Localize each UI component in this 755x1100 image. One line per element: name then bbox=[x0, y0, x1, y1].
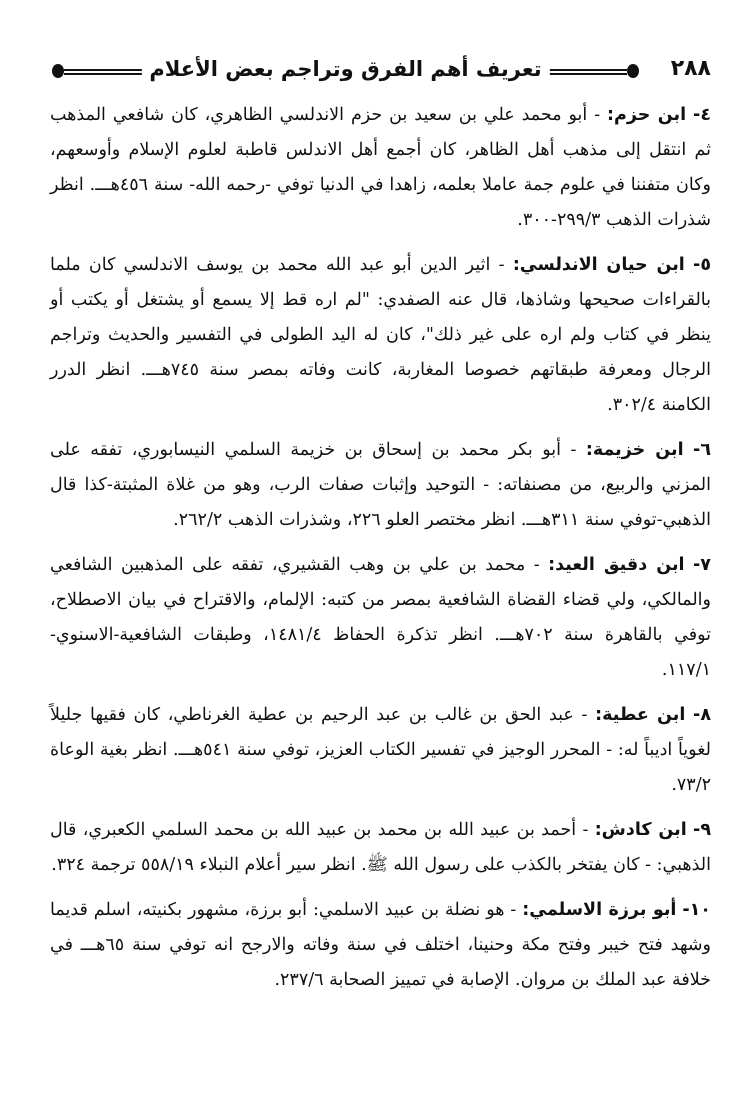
entry-number: ٩- bbox=[693, 820, 711, 840]
entry-number: ٨- bbox=[693, 705, 711, 725]
biography-entry bbox=[50, 698, 711, 803]
biography-entry bbox=[50, 893, 711, 998]
entry-name: ابن دقيق العيد: bbox=[548, 555, 685, 575]
entry-text: - أبو محمد علي بن سعيد بن حزم الاندلسي الظاهري، كان شافعي المذهب ثم انتقل إلى مذهب أهل الظاهر، كان أجمع أهل الاندلس قاطبة لعلوم الإسلام وأوسعهم، وكان متفننا في علوم جمة عاملا بعلمه، زاهدا في الدنيا توفي -رحمه الله- سنة ٤٥٦هـــ. انظر شذرات الذهب ٢٩٩/٣-٣٠٠. bbox=[50, 105, 712, 230]
entry-number: ٦- bbox=[693, 440, 711, 460]
entry-text: - محمد بن علي بن وهب القشيري، تفقه على المذهبين الشافعي والمالكي، ولي قضاء القضاة الشافعية بمصر من كتبه: الإلمام، والاقتراح في بيان الاصطلاح، توفي بالقاهرة سنة ٧٠٢هـــ. انظر تذكرة الحفاظ ١٤٨١/٤، وطبقات الشافعية-الاسنوي- ١١٧/١. bbox=[50, 555, 711, 680]
entry-text: - أحمد بن عبيد الله بن محمد بن عبيد الله بن محمد السلمي الكعبري، قال الذهبي: - كان يفتخر بالكذب على رسول الله ﷺ. انظر سير أعلام النبلاء ٥٥٨/١٩ ترجمة ٣٢٤. bbox=[50, 820, 711, 875]
entry-name: ابن خزيمة: bbox=[585, 440, 684, 460]
biography-entry bbox=[50, 433, 711, 538]
entry-number: ٥- bbox=[693, 255, 711, 275]
running-title: تعريف أهم الفرق وتراجم بعض الأعلام bbox=[141, 57, 549, 81]
ornament-cap-right bbox=[627, 64, 639, 78]
entry-name: ابن عطية: bbox=[595, 705, 686, 725]
entry-text: - عبد الحق بن غالب بن عبد الرحيم بن عطية الغرناطي، كان فقيها جليلاً لغوياً اديباً له: - المحرر الوجيز في تفسير الكتاب العزيز، توفي سنة ٥٤١هـــ. انظر بغية الوعاة ٧٣/٢. bbox=[50, 705, 711, 795]
page-header bbox=[50, 52, 711, 92]
entry-name: ابن حزم: bbox=[607, 105, 687, 125]
entry-number: ١٠- bbox=[682, 900, 711, 920]
biography-entry bbox=[50, 248, 711, 423]
entry-text: - اثير الدين أبو عبد الله محمد بن يوسف الاندلسي كان ملما بالقراءات صحيحها وشاذها، قال عنه الصفدي: "لم اره قط إلا يسمع أو يشتغل أو يكتب أو ينظر في كتاب ولم اره على غير ذلك"، كان له اليد الطولى في التفسير والحديث وتراجم الرجال ومعرفة طبقاتهم خصوصا المغاربة، كانت وفاته بمصر سنة ٧٤٥هـــ. انظر الدرر الكامنة ٣٠٢/٤. bbox=[50, 255, 712, 415]
entry-text: - هو نضلة بن عبيد الاسلمي: أبو برزة، مشهور بكنيته، اسلم قديما وشهد فتح خيبر وفتح مكة وحنينا، اختلف في سنة وفاته والارجح انه توفي سنة ٦٥هـــ في خلافة عبد الملك بن مروان. الإصابة في تمييز الصحابة ٢٣٧/٦. bbox=[50, 900, 711, 990]
entry-text: - أبو بكر محمد بن إسحاق بن خزيمة السلمي النيسابوري، تفقه على المزني والربيع، من مصنفاته: - التوحيد وإثبات صفات الرب، وهو من غلاة المثبتة-كذا قال الذهبي-توفي سنة ٣١١هـــ. انظر مختصر العلو ٢٢٦، وشذرات الذهب ٢٦٢/٢. bbox=[50, 440, 711, 530]
entry-name: ابن حيان الاندلسي: bbox=[512, 255, 685, 275]
biography-entry bbox=[50, 548, 711, 688]
title-ornament bbox=[50, 57, 641, 87]
page-number: ٢٨٨ bbox=[670, 56, 711, 81]
entry-list bbox=[50, 98, 711, 1008]
biography-entry bbox=[50, 98, 711, 238]
ornament-cap-left bbox=[52, 64, 64, 78]
biography-entry bbox=[50, 813, 711, 883]
entry-name: أبو برزة الاسلمي: bbox=[522, 900, 677, 920]
entry-name: ابن كادش: bbox=[594, 820, 687, 840]
entry-number: ٧- bbox=[693, 555, 711, 575]
entry-number: ٤- bbox=[693, 105, 711, 125]
